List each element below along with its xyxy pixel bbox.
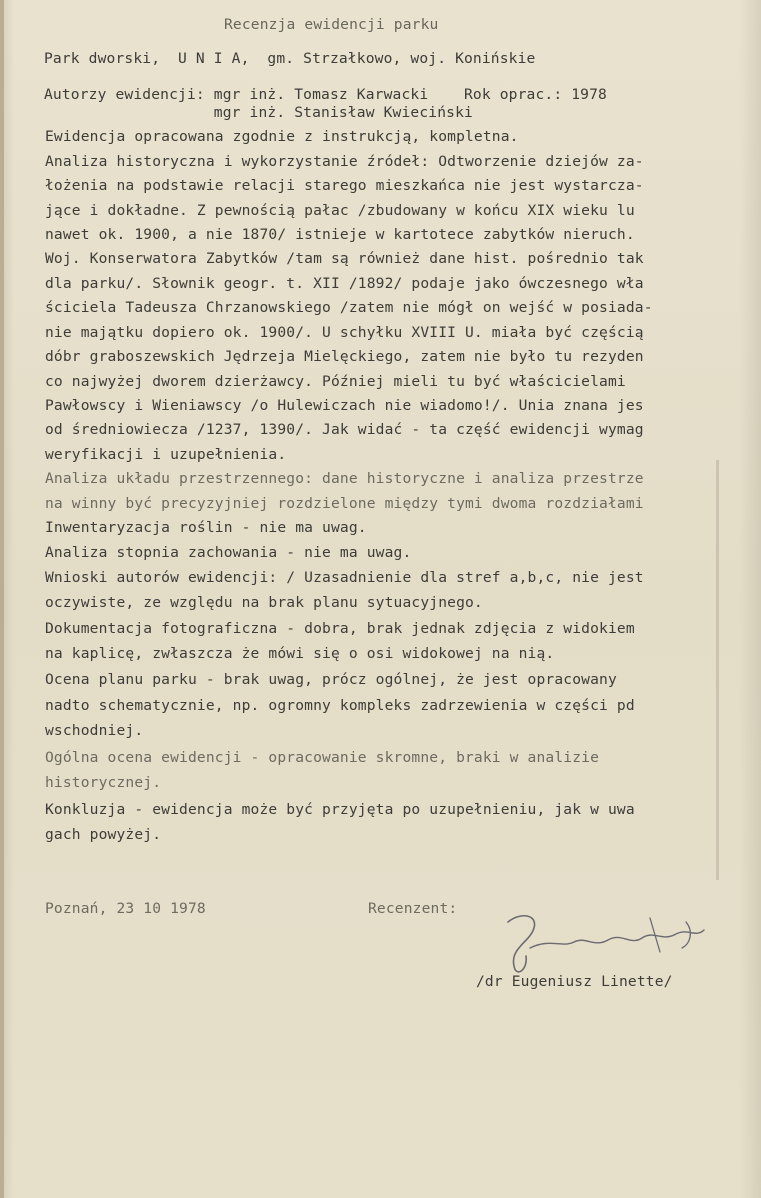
reviewer-label: Recenzent: <box>368 900 458 917</box>
park-line: Park dworski, U N I A, gm. Strzałkowo, woj. Konińskie <box>44 50 536 67</box>
body-line: Ogólna ocena ewidencji - opracowanie skromne, braki w analizie <box>45 749 600 766</box>
body-line: oczywiste, ze względu na brak planu sytuacyjnego. <box>45 594 483 611</box>
body-line: łożenia na podstawie relacji starego mieszkańca nie jest wystarcza- <box>45 177 644 194</box>
body-line: Konkluzja - ewidencja może być przyjęta po uzupełnieniu, jak w uwa <box>45 801 635 818</box>
body-line: Woj. Konserwatora Zabytków /tam są również dane hist. pośrednio tak <box>45 250 644 267</box>
page-right-shadow <box>739 0 761 1198</box>
body-line: co najwyżej dworem dzierżawcy. Później mieli tu być właścicielami <box>45 373 626 390</box>
body-line: Ewidencja opracowana zgodnie z instrukcją, kompletna. <box>45 128 519 145</box>
place-date: Poznań, 23 10 1978 <box>45 900 206 917</box>
document-title: Recenzja ewidencji parku <box>224 16 439 33</box>
body-line: nawet ok. 1900, a nie 1870/ istnieje w kartotece zabytków nieruch. <box>45 226 635 243</box>
body-line: Analiza stopnia zachowania - nie ma uwag. <box>45 544 412 561</box>
body-line: Wnioski autorów ewidencji: / Uzasadnienie dla stref a,b,c, nie jest <box>45 569 644 586</box>
paper-fold-mark <box>716 460 719 880</box>
body-line: ściciela Tadeusza Chrzanowskiego /zatem nie mógł on wejść w posiada- <box>45 299 653 316</box>
body-line: jące i dokładne. Z pewnością pałac /zbudowany w końcu XIX wieku lu <box>45 202 635 219</box>
body-line: Dokumentacja fotograficzna - dobra, brak jednak zdjęcia z widokiem <box>45 620 635 637</box>
authors-line-2: mgr inż. Stanisław Kwieciński <box>44 104 473 121</box>
body-line: historycznej. <box>45 774 162 791</box>
body-line: na kaplicę, zwłaszcza że mówi się o osi widokowej na nią. <box>45 645 555 662</box>
body-line: Inwentaryzacja roślin - nie ma uwag. <box>45 519 367 536</box>
body-line: Analiza układu przestrzennego: dane historyczne i analiza przestrze <box>45 470 644 487</box>
body-line: dla parku/. Słownik geogr. t. XII /1892/ podaje jako ówczesnego wła <box>45 275 644 292</box>
body-line: dóbr graboszewskich Jędrzeja Mielęckiego, zatem nie było tu rezyden <box>45 348 644 365</box>
body-line: wschodniej. <box>45 722 144 739</box>
body-line: Analiza historyczna i wykorzystanie źródeł: Odtworzenie dziejów za- <box>45 153 644 170</box>
body-line: na winny być precyzyjniej rozdzielone między tymi dwoma rozdziałami <box>45 495 644 512</box>
authors-line-1: Autorzy ewidencji: mgr inż. Tomasz Karwacki Rok oprac.: 1978 <box>44 86 607 103</box>
body-line: nadto schematycznie, np. ogromny kompleks zadrzewienia w części pd <box>45 697 635 714</box>
body-line: Pawłowscy i Wieniawscy /o Hulewiczach nie wiadomo!/. Unia znana jes <box>45 397 644 414</box>
body-line: Ocena planu parku - brak uwag, prócz ogólnej, że jest opracowany <box>45 671 617 688</box>
page-left-edge <box>0 0 4 1198</box>
reviewer-name: /dr Eugeniusz Linette/ <box>476 973 673 990</box>
body-line: nie majątku dopiero ok. 1900/. U schyłku XVIII U. miała być częścią <box>45 324 644 341</box>
body-line: gach powyżej. <box>45 826 162 843</box>
body-line: od średniowiecza /1237, 1390/. Jak widać - ta część ewidencji wymag <box>45 421 644 438</box>
body-line: weryfikacji i uzupełnienia. <box>45 446 287 463</box>
